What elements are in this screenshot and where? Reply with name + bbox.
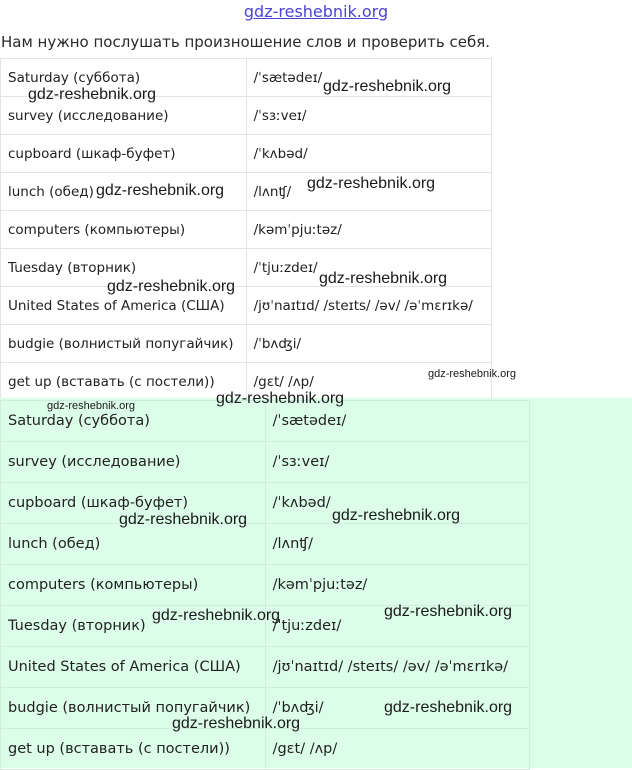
watermark: gdz-reshebnik.org: [216, 390, 345, 407]
watermark: gdz-reshebnik.org: [96, 182, 225, 199]
word-cell: United States of America (США): [1, 287, 247, 325]
word-cell: Saturday (суббота): [1, 401, 266, 442]
table-row: [1, 325, 492, 363]
table-row: [1, 442, 530, 483]
word-cell: lunch (обед): [1, 173, 247, 211]
word-cell: computers (компьютеры): [1, 211, 247, 249]
transcription-cell: /kəmˈpjuːtəz/: [246, 211, 491, 249]
watermark: gdz-reshebnik.org: [47, 400, 136, 412]
table-row: [1, 524, 530, 565]
word-cell: budgie (волнистый попугайчик): [1, 688, 266, 729]
word-cell: survey (исследование): [1, 442, 266, 483]
table-row: [1, 287, 492, 325]
site-header-link[interactable]: gdz-reshebnik.org: [243, 2, 389, 21]
table-row: [1, 565, 530, 606]
word-cell: computers (компьютеры): [1, 565, 266, 606]
watermark: gdz-reshebnik.org: [119, 511, 248, 528]
transcription-cell: /ˈkʌbəd/: [265, 483, 529, 524]
transcription-cell: /gɛt/ /ʌp/: [265, 729, 529, 770]
transcription-cell: /ˈbʌʤi/: [265, 688, 529, 729]
watermark: gdz-reshebnik.org: [307, 175, 436, 192]
word-cell: get up (вставать (с постели)): [1, 363, 247, 401]
transcription-cell: /ˈkʌbəd/: [246, 135, 491, 173]
watermark: gdz-reshebnik.org: [384, 603, 513, 620]
transcription-cell: /gɛt/ /ʌp/: [246, 363, 491, 401]
table-row: [1, 647, 530, 688]
word-cell: Tuesday (вторник): [1, 249, 247, 287]
word-cell: lunch (обед): [1, 524, 266, 565]
watermark: gdz-reshebnik.org: [107, 278, 236, 295]
transcription-cell: /ˈsɜːveɪ/: [265, 442, 529, 483]
pronunciation-table-1: [0, 58, 492, 401]
table-row: [1, 729, 530, 770]
watermark: gdz-reshebnik.org: [28, 86, 157, 103]
watermark: gdz-reshebnik.org: [172, 715, 301, 732]
watermark: gdz-reshebnik.org: [323, 78, 452, 95]
word-cell: United States of America (США): [1, 647, 266, 688]
word-cell: cupboard (шкаф-буфет): [1, 483, 266, 524]
watermark: gdz-reshebnik.org: [319, 270, 448, 287]
word-cell: get up (вставать (с постели)): [1, 729, 266, 770]
word-cell: Saturday (суббота): [1, 59, 247, 97]
transcription-cell: /ˈsætədeɪ/: [246, 59, 491, 97]
watermark: gdz-reshebnik.org: [332, 507, 461, 524]
word-cell: budgie (волнистый попугайчик): [1, 325, 247, 363]
watermark: gdz-reshebnik.org: [384, 699, 513, 716]
transcription-cell: /lʌnʧ/: [265, 524, 529, 565]
transcription-cell: /ˈsætədeɪ/: [265, 401, 529, 442]
word-cell: survey (исследование): [1, 97, 247, 135]
transcription-cell: /ˈtjuːzdeɪ/: [246, 249, 491, 287]
table-row: [1, 135, 492, 173]
word-cell: Tuesday (вторник): [1, 606, 266, 647]
watermark: gdz-reshebnik.org: [152, 607, 281, 624]
transcription-cell: /ˈtjuːzdeɪ/: [265, 606, 529, 647]
transcription-cell: /lʌnʧ/: [246, 173, 491, 211]
word-cell: cupboard (шкаф-буфет): [1, 135, 247, 173]
transcription-cell: /ˈbʌʤi/: [246, 325, 491, 363]
transcription-cell: /jʊˈnaɪtɪd/ /steɪts/ /əv/ /əˈmɛrɪkə/: [265, 647, 529, 688]
watermark: gdz-reshebnik.org: [428, 368, 517, 380]
table-row: [1, 211, 492, 249]
transcription-cell: /jʊˈnaɪtɪd/ /steɪts/ /əv/ /əˈmɛrɪkə/: [246, 287, 491, 325]
transcription-cell: /ˈsɜːveɪ/: [246, 97, 491, 135]
transcription-cell: /kəmˈpjuːtəz/: [265, 565, 529, 606]
intro-text: Нам нужно послушать произношение слов и проверить себя.: [1, 33, 491, 51]
